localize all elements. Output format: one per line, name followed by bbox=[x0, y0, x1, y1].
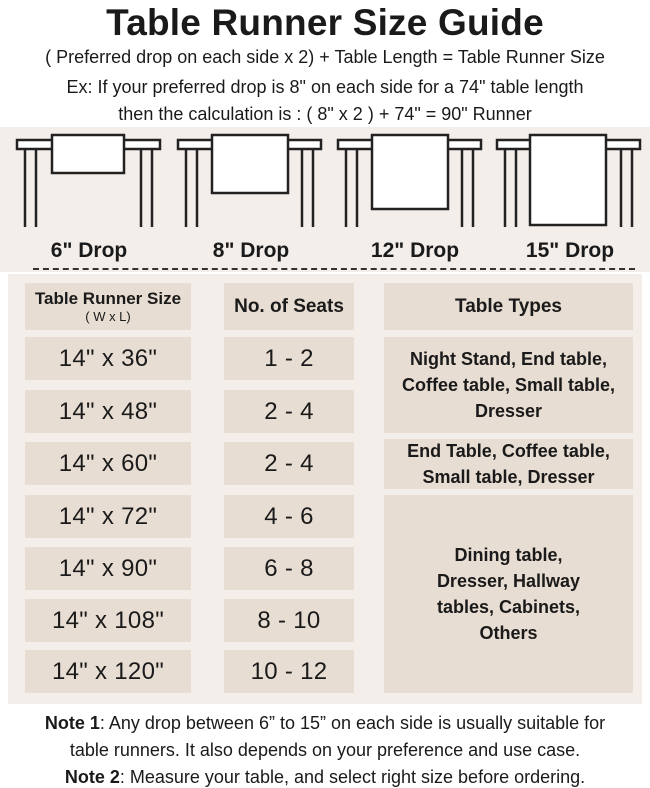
seats-cell: 1 - 2 bbox=[224, 337, 354, 380]
seats-cell: 4 - 6 bbox=[224, 495, 354, 538]
size-cell: 14" x 72" bbox=[25, 495, 191, 538]
header-size-sub: ( W x L) bbox=[85, 308, 131, 324]
note-1-text: : Any drop between 6” to 15” on each side is usually suitable for bbox=[99, 713, 606, 733]
drop-label-15: 15" Drop bbox=[525, 239, 615, 262]
size-table bbox=[8, 274, 642, 704]
example-text-2: then the calculation is : ( 8" x 2 ) + 74" = 90" Runner bbox=[118, 104, 532, 124]
drop-label-8: 8" Drop bbox=[212, 239, 290, 262]
size-cell: 14" x 36" bbox=[25, 337, 191, 380]
note-2-label: Note 2 bbox=[64, 767, 120, 787]
note-1 bbox=[0, 710, 650, 737]
size-cell: 14" x 120" bbox=[25, 650, 191, 693]
header-seats: No. of Seats bbox=[224, 283, 354, 330]
note-2-text: : Measure your table, and select right size before ordering. bbox=[119, 767, 586, 787]
header-size bbox=[25, 283, 191, 330]
seats-cell: 2 - 4 bbox=[224, 442, 354, 485]
table-15-drop-icon bbox=[497, 135, 640, 227]
note-1-label: Note 1 bbox=[44, 713, 100, 733]
table-12-drop-icon bbox=[338, 135, 481, 227]
size-cell: 14" x 60" bbox=[25, 442, 191, 485]
dashed-divider bbox=[33, 268, 635, 270]
notes bbox=[0, 710, 650, 788]
seats-cell: 6 - 8 bbox=[224, 547, 354, 590]
note-1-continued: table runners. It also depends on your preference and use case. bbox=[69, 740, 581, 760]
drop-label-6: 6" Drop bbox=[50, 239, 128, 262]
header-size-label: Table Runner Size bbox=[34, 288, 182, 308]
seats-cell: 2 - 4 bbox=[224, 390, 354, 433]
size-cell: 14" x 48" bbox=[25, 390, 191, 433]
types-cell-large: Dining table, Dresser, Hallway tables, Cabinets, Others bbox=[384, 495, 633, 693]
table-6-drop-icon bbox=[17, 135, 160, 227]
example-text-1: Ex: If your preferred drop is 8" on each side for a 74" table length bbox=[66, 77, 584, 97]
size-cell: 14" x 90" bbox=[25, 547, 191, 590]
drop-label-12: 12" Drop bbox=[370, 239, 460, 262]
size-cell: 14" x 108" bbox=[25, 599, 191, 642]
table-8-drop-icon bbox=[178, 135, 321, 227]
seats-cell: 10 - 12 bbox=[224, 650, 354, 693]
types-cell-small: Night Stand, End table, Coffee table, Small table, Dresser bbox=[384, 337, 633, 433]
formula-text: ( Preferred drop on each side x 2) + Table Length = Table Runner Size bbox=[45, 47, 605, 67]
header-types: Table Types bbox=[384, 283, 633, 330]
seats-cell: 8 - 10 bbox=[224, 599, 354, 642]
page-title: Table Runner Size Guide bbox=[106, 2, 544, 43]
types-cell-medium: End Table, Coffee table, Small table, Dresser bbox=[384, 439, 633, 489]
note-2 bbox=[0, 764, 650, 788]
